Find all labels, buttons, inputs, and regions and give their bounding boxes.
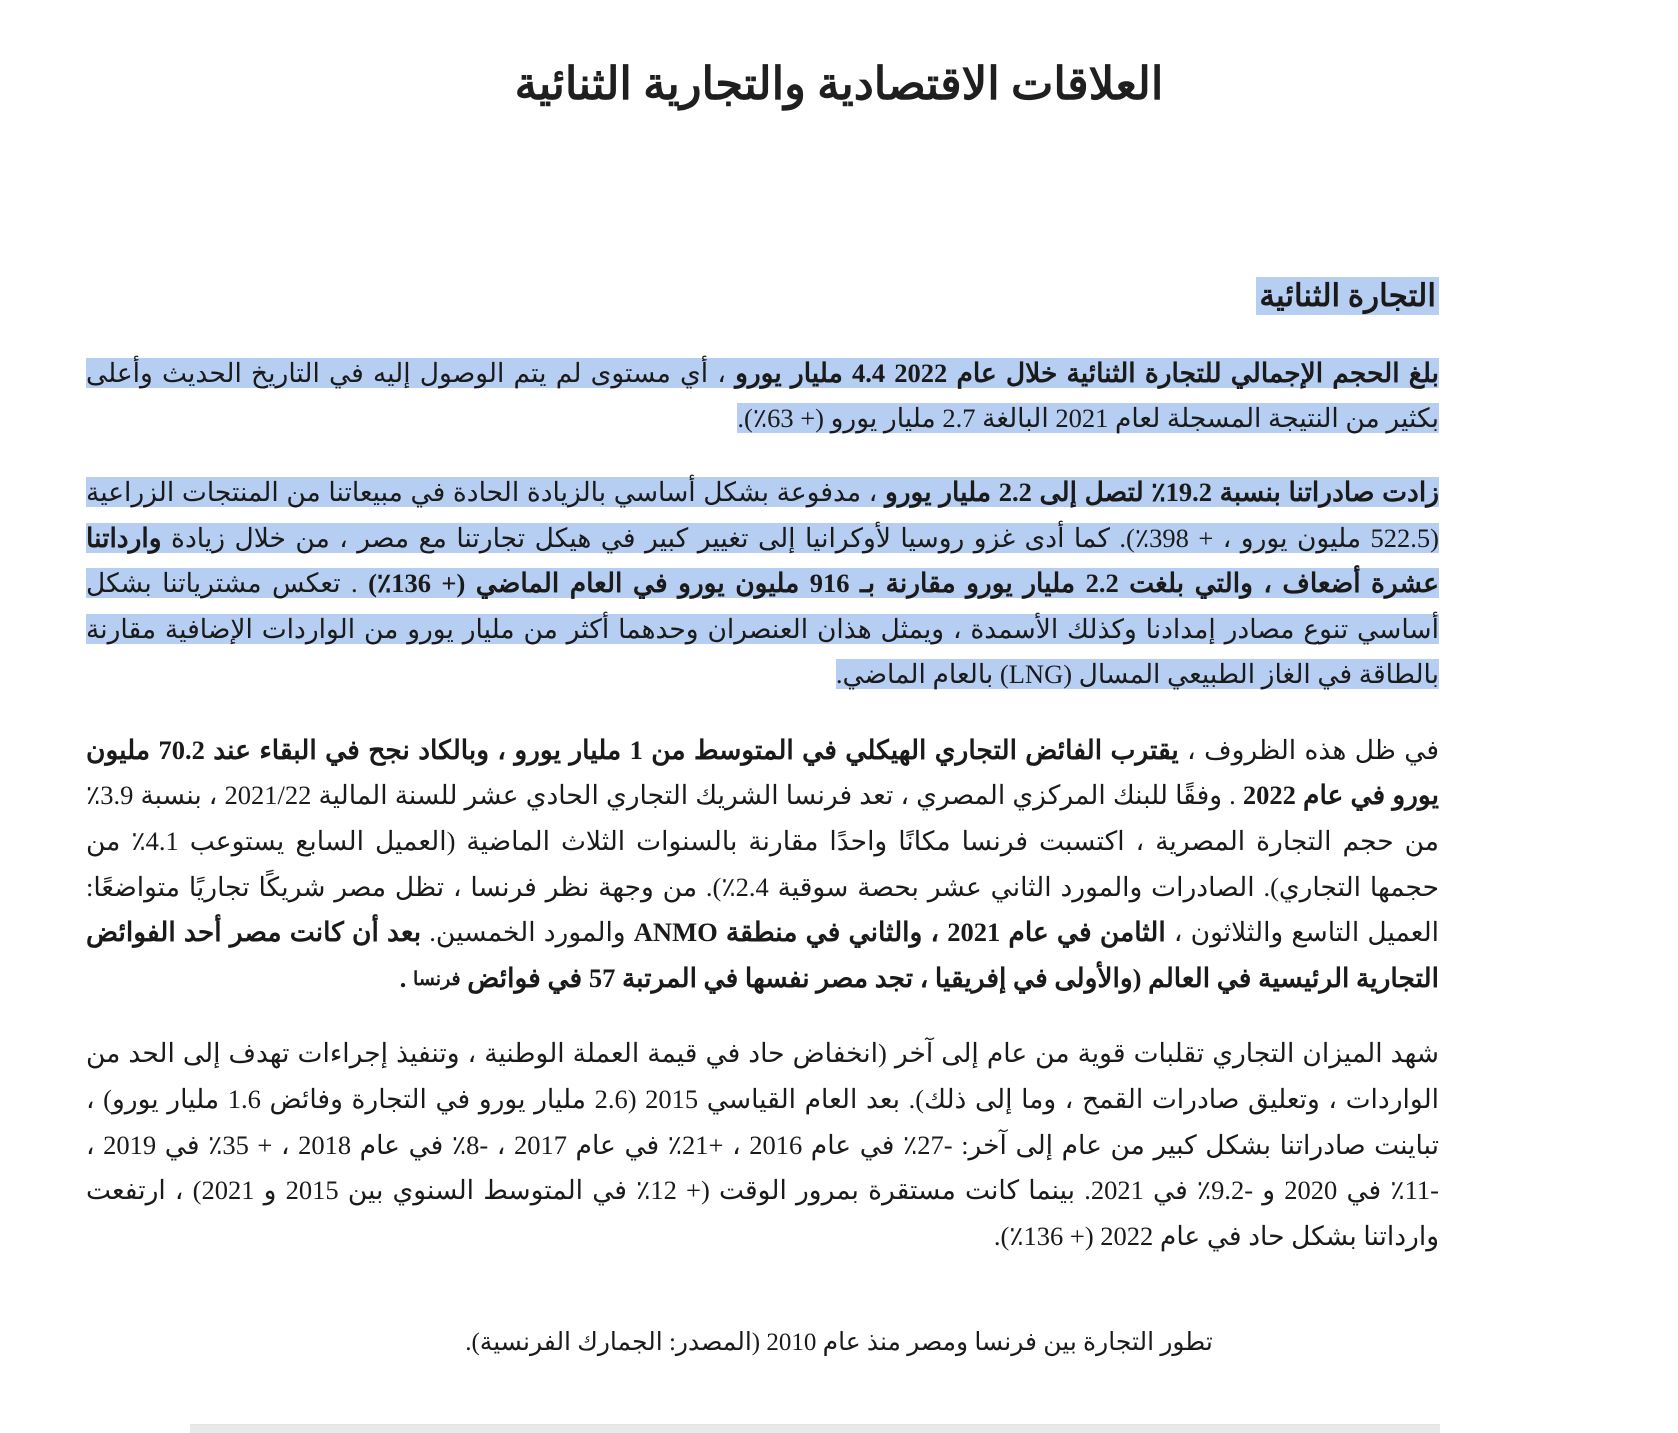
run-exports-regular-2: . تعكس مشترياتنا بشكل أساسي تنوع مصادر إمدادنا وكذلك الأسمدة ، ويمثل هذان العنصران وحدهما أكثر من مليار يورو من الواردات الإضافية مقارنة بالطاقة في الغاز الطبيعي المسال (LNG) بالعام الماضي.	[86, 568, 1439, 690]
run-exports-bold-2: وارداتنا عشرة أضعاف ، والتي بلغت 2.2 مليار يورو مقارنة بـ 916 مليون يورو في العام الماضي (+ 136٪)	[86, 522, 1439, 599]
run-balance-regular: شهد الميزان التجاري تقلبات قوية من عام إلى آخر (انخفاض حاد في قيمة العملة الوطنية ، وتنفيذ إجراءات تهدف إلى الحد من الواردات ، وتعليق صادرات القمح ، وما إلى ذلك). بعد العام القياسي 2015 (2.6 مليار يورو في التجارة وفائض 1.6 مليار يورو) ، تباينت صادراتنا بشكل كبير من عام إلى آخر: -27٪ في عام 2016 ، +21٪ في عام 2017 ، -8٪ في عام 2018 ، + 35٪ في 2019 ، -11٪ في 2020 و -9.2٪ في 2021. بينما كانت مستقرة بمرور الوقت (+ 12٪ في المتوسط السنوي بين 2015 و 2021) ، ارتفعت وارداتنا بشكل حاد في عام 2022 (+ 136٪).	[86, 1038, 1440, 1251]
paragraph-trade-volume	[86, 351, 1439, 442]
paragraph-trade-balance	[86, 1031, 1439, 1259]
paragraph-trade-surplus	[86, 728, 1439, 1001]
run-exports-bold-1: زادت صادراتنا بنسبة 19.2٪ لتصل إلى 2.2 مليار يورو	[877, 477, 1439, 507]
run-surplus-bold-1: يقترب الفائض التجاري الهيكلي في المتوسط من 1 مليار يورو ، وبالكاد نجح في البقاء عند 70.2 مليون يورو في عام 2022	[86, 734, 1439, 811]
run-exports-regular-1: ، مدفوعة بشكل أساسي بالزيادة الحادة في مبيعاتنا من المنتجات الزراعية (522.5 مليون يورو ، + 398٪). كما أدى غزو روسيا لأوكرانيا إلى تغيير كبير في هيكل تجارتنا مع مصر ، من خلال زيادة	[86, 477, 1439, 553]
run-volume-bold: بلغ الحجم الإجمالي للتجارة الثنائية خلال عام 2022 4.4 مليار يورو	[725, 357, 1440, 388]
run-surplus-bold-2: الثامن في عام 2021 ، والثاني في منطقة ANMO	[633, 917, 1166, 948]
run-surplus-bold-4: (والأولى في إفريقيا ،	[913, 962, 1149, 993]
run-surplus-bold-5: تجد مصر نفسها في المرتبة 57 في فوائض	[460, 962, 914, 993]
run-surplus-regular-2: . وفقًا للبنك المركزي المصري ، تعد فرنسا الشريك التجاري الحادي عشر للسنة المالية 2021/22 ، بنسبة 3.9٪ من حجم التجارة المصرية ، اكتسبت فرنسا مكانًا واحدًا مقارنة بالسنوات الثلاث الماضية (العميل السابع يستوعب 4.1٪ من حجمها التجاري). الصادرات والمورد الثاني عشر بحصة سوقية 2.4٪). من وجهة نظر فرنسا ، تظل مصر شريكًا تجاريًا متواضعًا: العميل التاسع والثلاثون ،	[86, 780, 1440, 948]
page-title: العلاقات الاقتصادية والتجارية الثنائية	[514, 59, 1164, 110]
run-volume-regular: ، أي مستوى لم يتم الوصول إليه في التاريخ الحديث وأعلى بكثير من النتيجة المسجلة لعام 2021 البالغة 2.7 مليار يورو (+ 63٪).	[86, 357, 1439, 434]
run-surplus-small-france: فرنسا	[413, 968, 461, 990]
document-body	[86, 275, 1439, 1299]
run-surplus-bold-3: بعد أن كانت مصر أحد الفوائض التجارية الرئيسية في العالم	[86, 917, 1439, 993]
figure-caption	[0, 1325, 1678, 1360]
section-heading-text: التجارة الثنائية	[1256, 277, 1439, 315]
run-surplus-regular-3: والمورد الخمسين.	[421, 917, 634, 948]
run-surplus-bold-6: .	[399, 962, 414, 993]
figure-caption-text: تطور التجارة بين فرنسا ومصر منذ عام 2010 (المصدر: الجمارك الفرنسية).	[465, 1329, 1213, 1356]
run-surplus-regular-1: في ظل هذه الظروف ،	[1178, 734, 1439, 765]
paragraph-exports-imports	[86, 470, 1439, 698]
section-heading-bilateral-trade	[86, 275, 1439, 317]
